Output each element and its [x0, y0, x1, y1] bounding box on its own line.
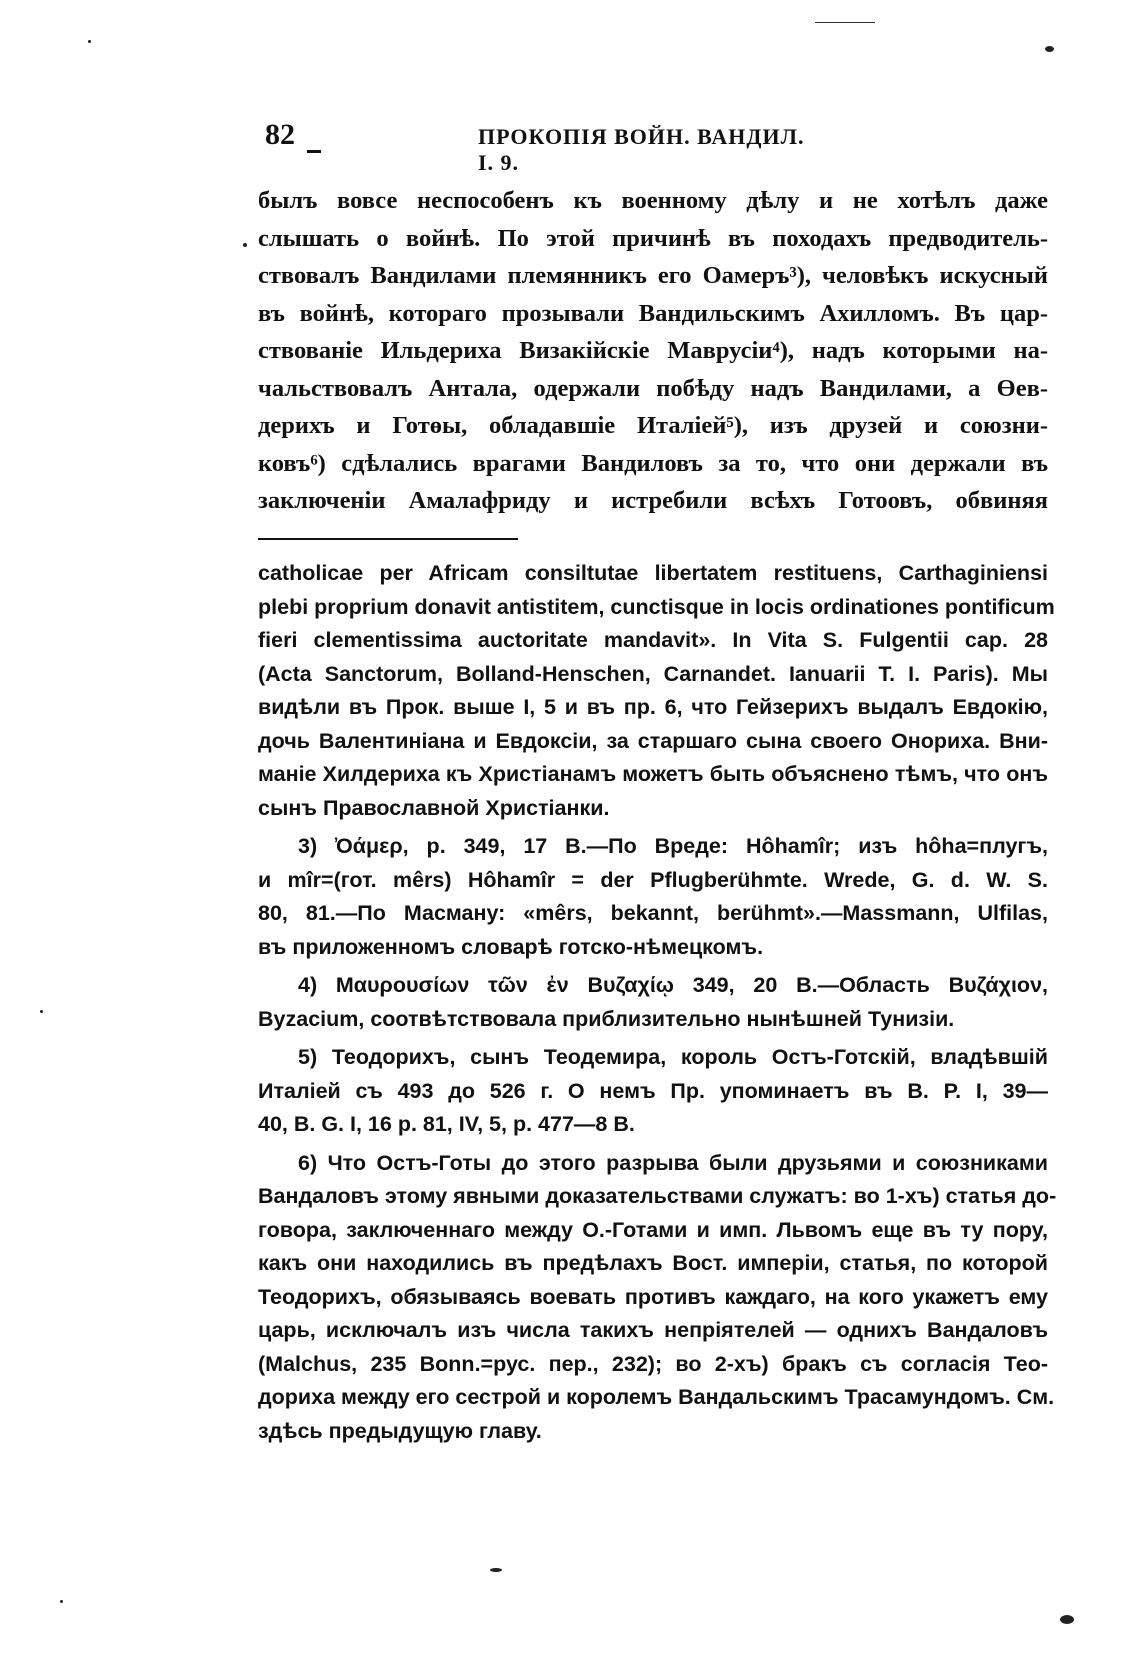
footnote-line: и mîr=(гот. mêrs) Hôhamîr = der Pflugberühmte. Wrede, G. d. W. S.	[258, 867, 1048, 892]
main-line: въ войнѣ, котораго прозывали Вандильскимъ Ахилломъ. Въ цар-	[258, 299, 1048, 327]
page-number: 82	[265, 118, 295, 151]
footnote-line: Byzacium, соотвѣтствовала приблизительно нынѣшней Тунизіи.	[258, 1006, 955, 1031]
main-text	[258, 182, 1048, 520]
main-line: дерихъ и Готөы, обладавшіе Италіей⁵), изъ друзей и союзни-	[258, 412, 1048, 439]
footnote-line: дочь Валентиніана и Евдоксіи, за старшаго сына своего Онориха. Вни-	[258, 728, 1048, 753]
footnote-line: plebi proprium donavit antistitem, cunctisque in locis ordinationes pontificum	[258, 594, 1055, 619]
main-line: чальствовалъ Антала, одержали побѣду надъ Вандилами, а Өев-	[258, 374, 1048, 402]
footnote-line: 6) Что Остъ-Готы до этого разрыва были друзьями и союзниками	[298, 1150, 1048, 1175]
scan-speck	[40, 1010, 43, 1013]
footnote-line: (Malchus, 235 Bonn.=рус. пер., 232); во 2-хъ) бракъ съ согласія Тео-	[258, 1351, 1048, 1376]
scan-speck	[1045, 46, 1054, 52]
footnote-line: говора, заключеннаго между О.-Готами и имп. Львомъ еще въ ту пору,	[258, 1217, 1048, 1242]
footnote-4	[258, 969, 1048, 1036]
footnote-line: въ приложенномъ словарѣ готско-нѣмецкомъ.	[258, 934, 764, 959]
header-dash	[307, 150, 321, 153]
footnote-line: 4) Μαυρουσίων τῶν ἐν Βυζαχίῳ 349, 20 B.—Область Βυζάχιον,	[298, 973, 1048, 997]
footnote-line: 5) Теодорихъ, сынъ Теодемира, король Остъ-Готскій, владѣвшій	[298, 1045, 1048, 1069]
footnote-line: дориха между его сестрой и королемъ Вандальскимъ Трасамундомъ. См.	[258, 1385, 1055, 1409]
footnote-line: царь, исключалъ изъ числа такихъ непріятелей — однихъ Вандаловъ	[258, 1318, 1048, 1342]
scan-speck	[490, 1568, 502, 1572]
main-line: заключеніи Амалафриду и истребили всѣхъ Готоовъ, обвиняя	[258, 487, 1048, 514]
footnote-line: 40, B. G. I, 16 p. 81, IV, 5, p. 477—8 B.	[258, 1112, 635, 1136]
scan-speck	[60, 1600, 63, 1603]
footnote-line: Италіей съ 493 до 526 г. О немъ Пр. упоминаетъ въ B. P. I, 39—	[258, 1078, 1048, 1103]
footnote-line: какъ они находились въ предѣлахъ Вост. имперіи, статья, по которой	[258, 1251, 1048, 1275]
footnote-5	[258, 1041, 1048, 1142]
footnote-separator	[258, 538, 518, 540]
footnote-line: catholicae per Africam consiltutae libertatem restituens, Carthaginiensi	[258, 561, 1048, 585]
page-header	[265, 118, 825, 175]
footnote-continuation	[258, 557, 1055, 825]
main-line: ковъ⁶) сдѣлались врагами Вандиловъ за то, что они держали въ	[258, 449, 1048, 477]
main-line: былъ вовсе неспособенъ къ военному дѣлу и не хотѣлъ даже	[258, 187, 1048, 214]
footnote-3	[258, 830, 1048, 964]
footnotes	[258, 557, 1057, 1453]
main-line: слышать о войнѣ. По этой причинѣ въ походахъ предводитель-	[258, 224, 1048, 252]
footnote-line: fieri clementissima auctoritate mandavit». In Vita S. Fulgentii cap. 28	[258, 628, 1048, 652]
footnote-line: здѣсь предыдущую главу.	[258, 1418, 542, 1443]
footnote-line: 3) Ὀάμερ, p. 349, 17 B.—По Вреде: Hôhamîr; изъ hôha=плугъ,	[298, 834, 1048, 858]
footnote-line: сынъ Православной Христіанки.	[258, 795, 610, 820]
footnote-line: (Acta Sanctorum, Bolland-Henschen, Carnandet. Ianuarii T. I. Paris). Мы	[258, 661, 1048, 686]
footnote-line: Теодорихъ, обязываясь воевать противъ каждаго, на кого укажетъ ему	[258, 1284, 1048, 1309]
footnote-line: 80, 81.—По Масману: «mêrs, bekannt, berühmt».—Massmann, Ulfilas,	[258, 901, 1048, 925]
scan-streak	[815, 22, 875, 23]
main-line: ствовалъ Вандилами племянникъ его Оамеръ³), человѣкъ искусный	[258, 262, 1048, 289]
footnote-6	[258, 1147, 1057, 1449]
footnote-line: Вандаловъ этому явными доказательствами служатъ: во 1-хъ) статья до-	[258, 1184, 1057, 1208]
scan-speck	[1060, 1615, 1074, 1624]
running-title: ПРОКОПІЯ ВОЙН. ВАНДИЛ. I. 9.	[478, 124, 805, 175]
scan-speck	[88, 40, 91, 43]
footnote-line: видѣли въ Прок. выше I, 5 и въ пр. 6, что Гейзерихъ выдалъ Евдокію,	[258, 695, 1048, 719]
scan-speck	[243, 243, 247, 247]
footnote-line: маніе Хилдериха къ Христіанамъ можетъ быть объяснено тѣмъ, что онъ	[258, 762, 1048, 786]
main-line: ствованіе Ильдериха Визакійскіе Маврусіи⁴), надъ которыми на-	[258, 337, 1048, 364]
